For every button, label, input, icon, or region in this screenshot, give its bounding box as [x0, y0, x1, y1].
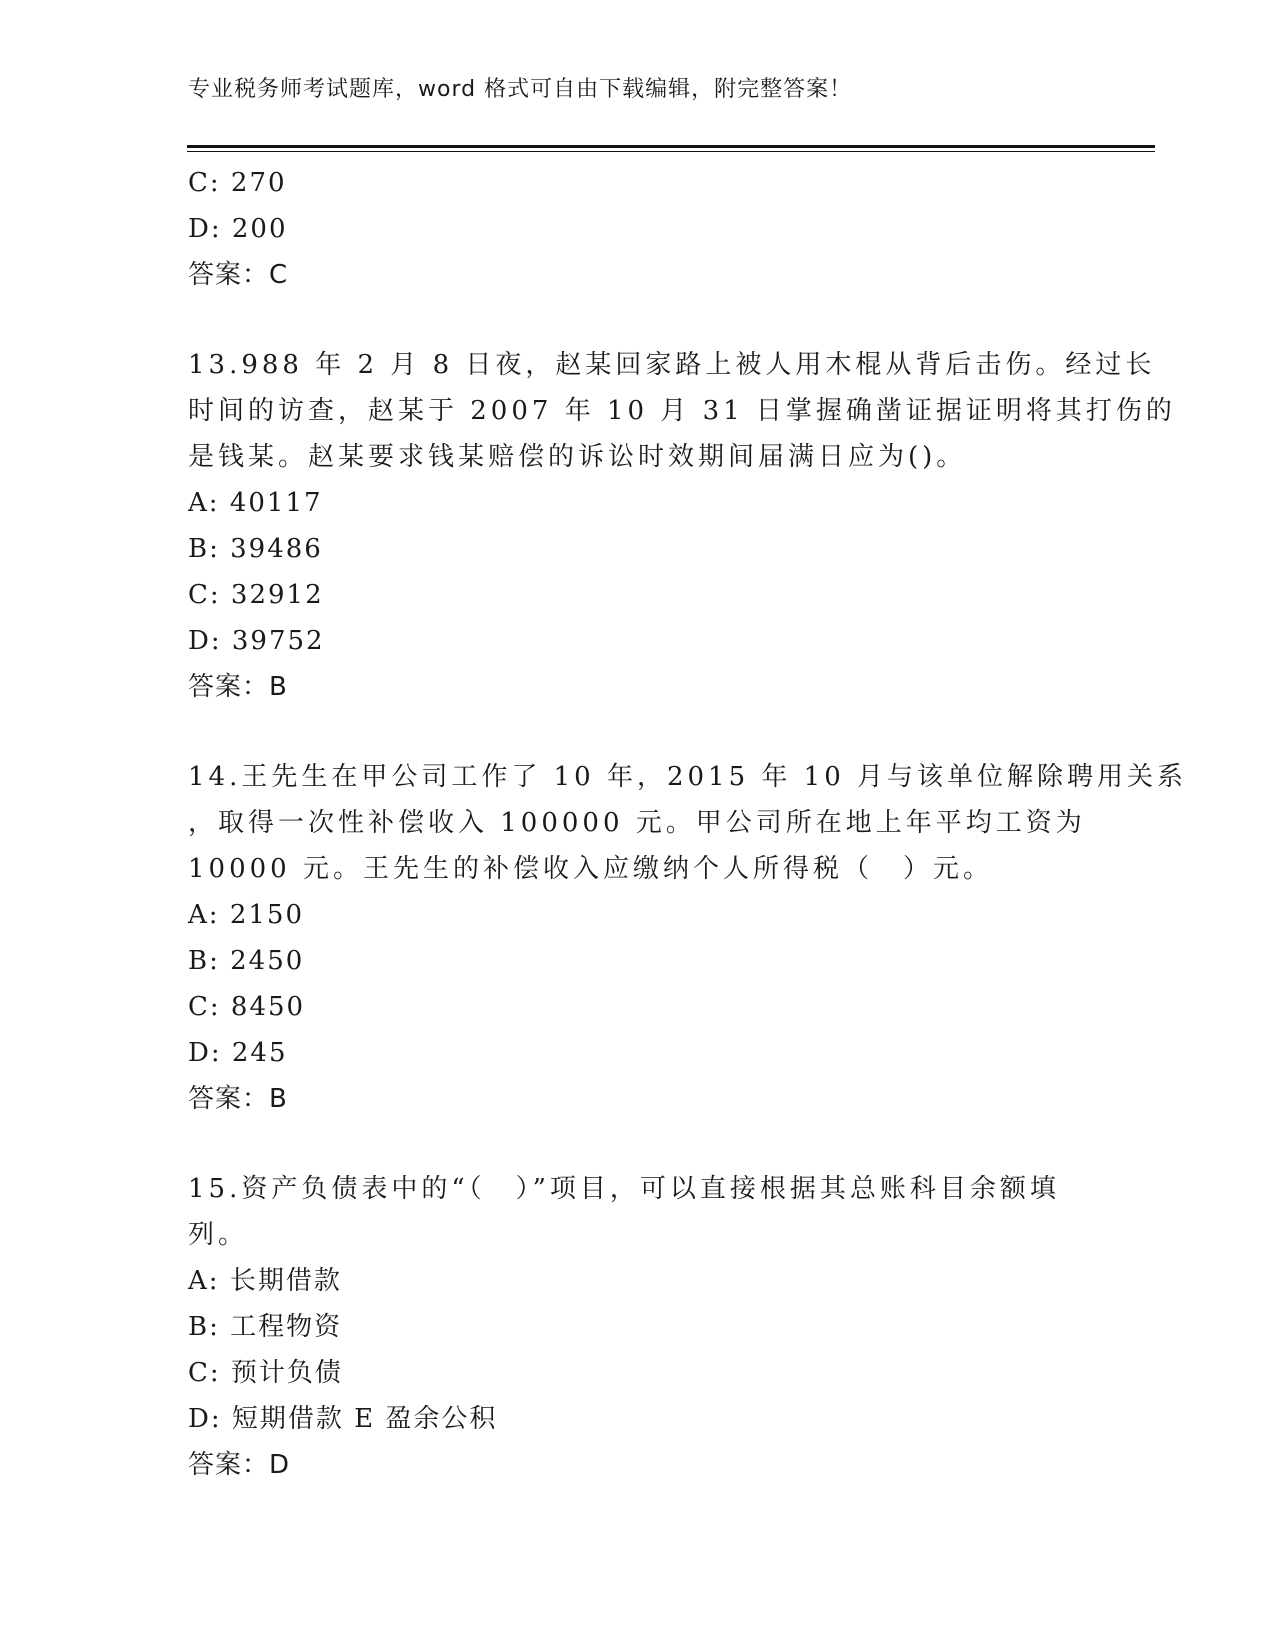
option-label: D: [188, 1038, 222, 1068]
question-stem-line: 时间的访查，赵某于 2007 年 10 月 31 日掌握确凿证据证明将其打伤的 [188, 396, 1176, 426]
option-text: 预计负债 [230, 1358, 343, 1388]
option-c [188, 160, 1088, 206]
option-b [188, 938, 1088, 984]
option-text: 8450 [230, 992, 306, 1022]
question-13 [188, 342, 1176, 710]
spacer [188, 298, 1088, 342]
question-15 [188, 1166, 1088, 1488]
option-text: 39752 [231, 626, 325, 656]
option-label: C: [188, 580, 221, 610]
option-text: 短期借款 E 盈余公积 [231, 1404, 498, 1434]
question-stem-line: 10000 元。王先生的补偿收入应缴纳个人所得税（ ）元。 [188, 854, 993, 884]
question-stem [188, 342, 1176, 480]
answer-line: 答案：C [188, 260, 289, 290]
option-label: D: [188, 626, 222, 656]
option-text: 270 [230, 168, 287, 198]
option-text: 39486 [230, 534, 323, 564]
question-content [188, 160, 1188, 1488]
option-c [188, 1350, 1088, 1396]
option-text: 32912 [230, 580, 324, 610]
option-label: D: [188, 1404, 222, 1434]
option-d [188, 206, 1088, 252]
option-label: C: [188, 992, 221, 1022]
option-text: 245 [231, 1038, 288, 1068]
option-label: D: [188, 214, 222, 244]
option-a [188, 480, 1088, 526]
option-c [188, 572, 1088, 618]
header-rule-thin [187, 151, 1155, 152]
page-header: 专业税务师考试题库，word 格式可自由下载编辑，附完整答案！ [188, 77, 853, 102]
option-label: B: [188, 534, 220, 564]
option-text: 40117 [229, 488, 323, 518]
question-stem [188, 1166, 1088, 1258]
question-14 [188, 754, 1188, 1122]
option-d [188, 1396, 1088, 1442]
question-stem-line: 列。 [188, 1220, 249, 1250]
option-c [188, 984, 1088, 1030]
option-a [188, 892, 1088, 938]
question-stem-line: 是钱某。赵某要求钱某赔偿的诉讼时效期间届满日应为()。 [188, 442, 967, 472]
option-d [188, 618, 1088, 664]
question-stem-line: 15.资产负债表中的“（ ）”项目，可以直接根据其总账科目余额填 [188, 1174, 1060, 1204]
option-b [188, 1304, 1088, 1350]
answer-line: 答案：B [188, 1084, 288, 1114]
spacer [188, 1122, 1088, 1166]
answer-line: 答案：D [188, 1450, 291, 1480]
question-stem-line: 14.王先生在甲公司工作了 10 年，2015 年 10 月与该单位解除聘用关系 [188, 762, 1188, 792]
option-text: 2450 [230, 946, 305, 976]
option-label: B: [188, 1312, 220, 1342]
question-stem-line: ，取得一次性补偿收入 100000 元。甲公司所在地上年平均工资为 [188, 808, 1086, 838]
option-d [188, 1030, 1088, 1076]
prev-question-block [188, 160, 1088, 298]
option-label: A: [188, 1266, 220, 1296]
option-b [188, 526, 1088, 572]
option-text: 2150 [229, 900, 304, 930]
option-text: 200 [231, 214, 288, 244]
question-stem [188, 754, 1188, 892]
spacer [188, 710, 1088, 754]
option-text: 长期借款 [229, 1266, 342, 1296]
question-stem-line: 13.988 年 2 月 8 日夜，赵某回家路上被人用木棍从背后击伤。经过长 [188, 350, 1156, 380]
header-rule-thick [187, 145, 1155, 148]
option-a [188, 1258, 1088, 1304]
option-text: 工程物资 [230, 1312, 343, 1342]
option-label: C: [188, 1358, 221, 1388]
answer-line: 答案：B [188, 672, 288, 702]
option-label: B: [188, 946, 220, 976]
option-label: A: [188, 488, 220, 518]
option-label: A: [188, 900, 220, 930]
option-label: C: [188, 168, 221, 198]
